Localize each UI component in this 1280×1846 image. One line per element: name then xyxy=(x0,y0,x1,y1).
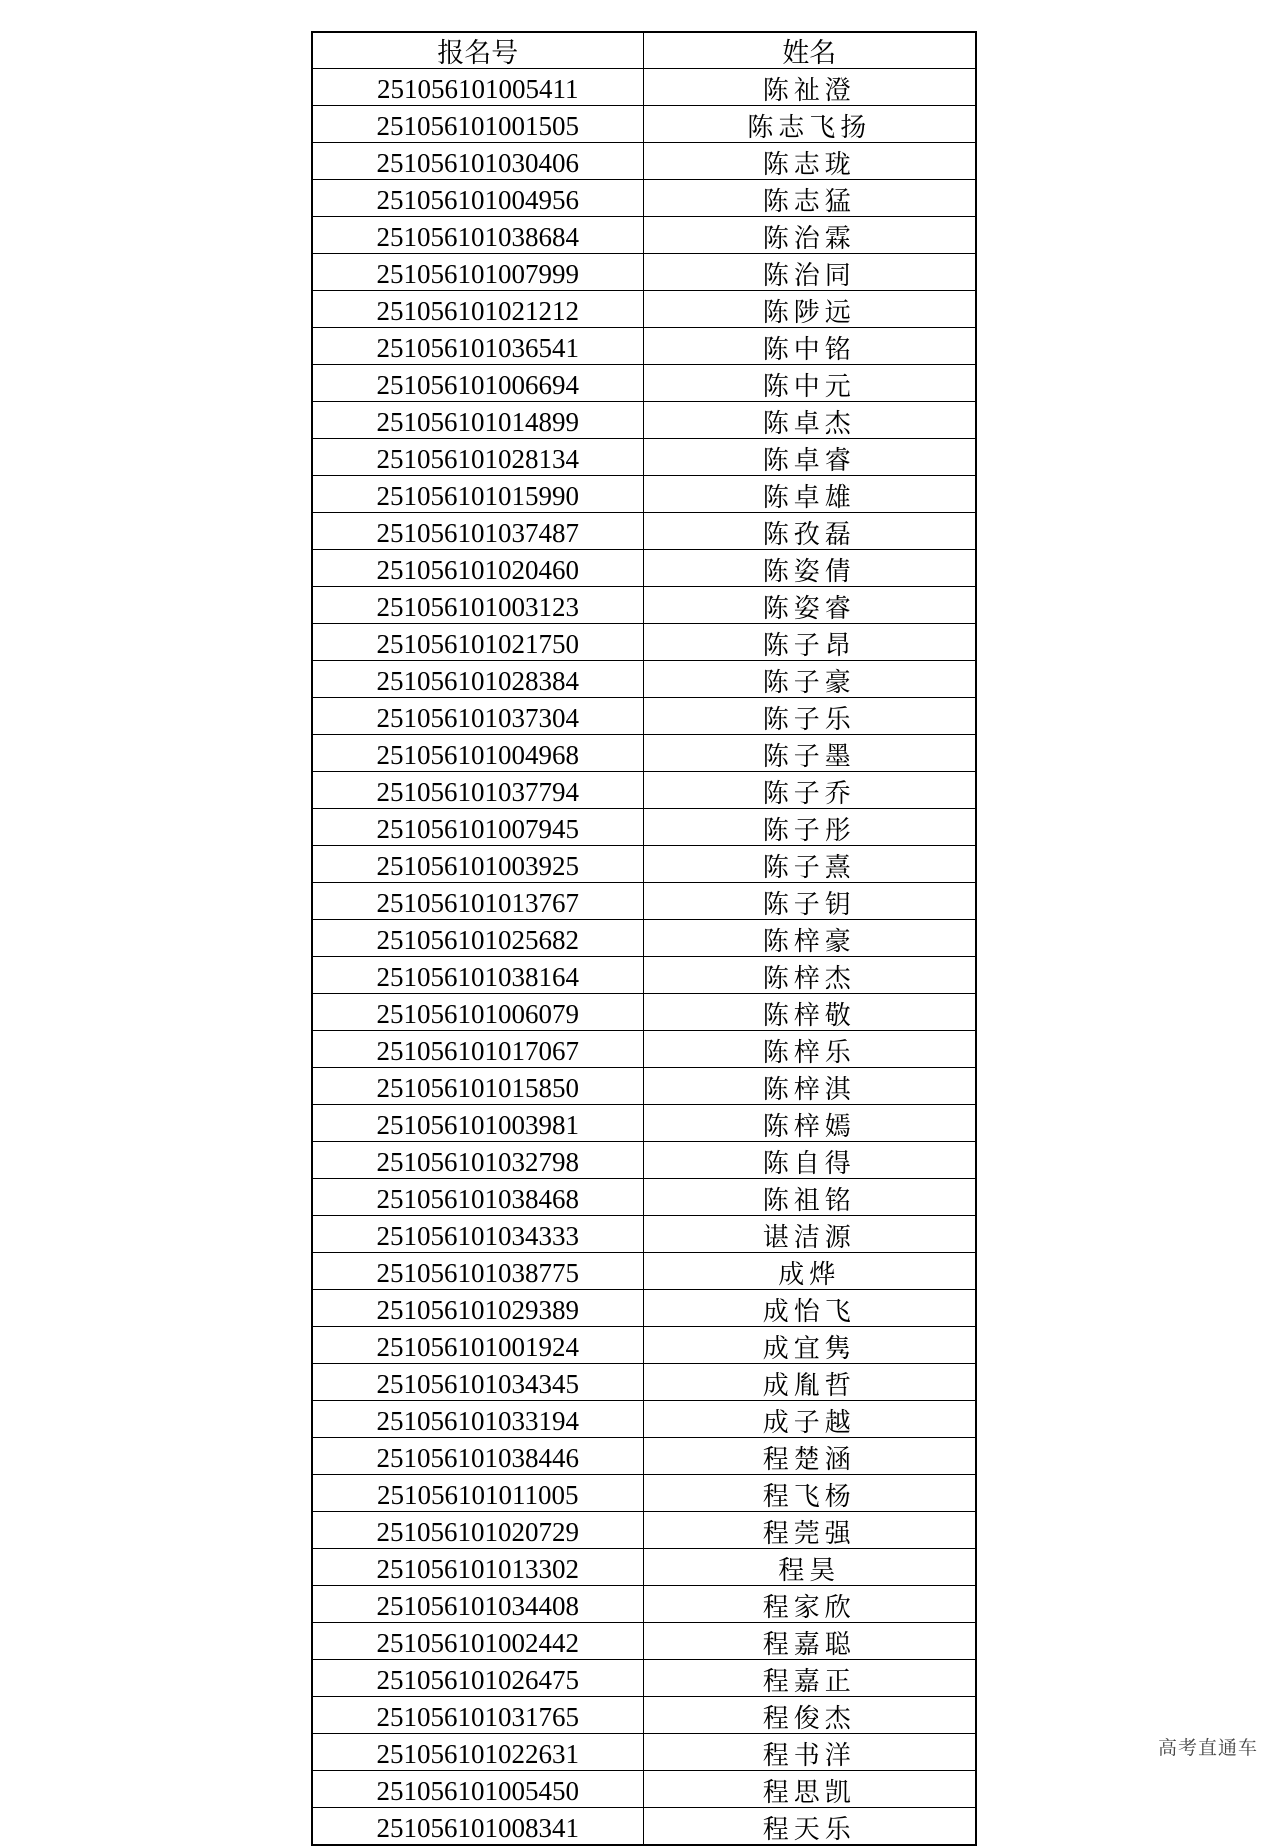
name-cell: 程思凯 xyxy=(643,1771,976,1808)
table-row xyxy=(312,365,976,402)
name-cell: 程嘉正 xyxy=(643,1660,976,1697)
registration-number-cell: 251056101002442 xyxy=(312,1623,643,1660)
table-row xyxy=(312,883,976,920)
table-row xyxy=(312,957,976,994)
table-row xyxy=(312,1512,976,1549)
name-cell: 程嘉聪 xyxy=(643,1623,976,1660)
registration-number-cell: 251056101021212 xyxy=(312,291,643,328)
registration-number-cell: 251056101006694 xyxy=(312,365,643,402)
registration-number-cell: 251056101017067 xyxy=(312,1031,643,1068)
registration-number-cell: 251056101007999 xyxy=(312,254,643,291)
name-cell: 陈姿睿 xyxy=(643,587,976,624)
table-row xyxy=(312,1808,976,1846)
name-cell: 陈梓嫣 xyxy=(643,1105,976,1142)
name-cell: 陈卓杰 xyxy=(643,402,976,439)
table-row xyxy=(312,1142,976,1179)
registration-number-cell: 251056101001924 xyxy=(312,1327,643,1364)
registration-number-cell: 251056101005411 xyxy=(312,69,643,106)
name-cell: 陈志飞扬 xyxy=(643,106,976,143)
name-cell: 谌洁源 xyxy=(643,1216,976,1253)
table-row xyxy=(312,587,976,624)
registration-number-cell: 251056101029389 xyxy=(312,1290,643,1327)
table-row xyxy=(312,994,976,1031)
registration-number-cell: 251056101038684 xyxy=(312,217,643,254)
registration-number-cell: 251056101003123 xyxy=(312,587,643,624)
table-row xyxy=(312,1475,976,1512)
name-cell: 陈子钥 xyxy=(643,883,976,920)
registration-number-cell: 251056101011005 xyxy=(312,1475,643,1512)
registration-number-cell: 251056101038775 xyxy=(312,1253,643,1290)
name-cell: 成宜隽 xyxy=(643,1327,976,1364)
table-row xyxy=(312,439,976,476)
name-cell: 陈祉澄 xyxy=(643,69,976,106)
name-cell: 陈志珑 xyxy=(643,143,976,180)
name-cell: 陈姿倩 xyxy=(643,550,976,587)
table-row xyxy=(312,1586,976,1623)
table-row xyxy=(312,69,976,106)
table-row xyxy=(312,1290,976,1327)
table-row xyxy=(312,735,976,772)
table-row xyxy=(312,180,976,217)
registration-number-cell: 251056101001505 xyxy=(312,106,643,143)
table-row xyxy=(312,1734,976,1771)
name-cell: 陈祖铭 xyxy=(643,1179,976,1216)
name-cell: 程莞强 xyxy=(643,1512,976,1549)
name-cell: 陈梓乐 xyxy=(643,1031,976,1068)
registration-number-cell: 251056101015990 xyxy=(312,476,643,513)
name-cell: 陈子彤 xyxy=(643,809,976,846)
table-row xyxy=(312,920,976,957)
table-row xyxy=(312,698,976,735)
registration-number-cell: 251056101026475 xyxy=(312,1660,643,1697)
table-row xyxy=(312,1179,976,1216)
table-row xyxy=(312,254,976,291)
registration-number-cell: 251056101028384 xyxy=(312,661,643,698)
name-cell: 程书洋 xyxy=(643,1734,976,1771)
registration-number-cell: 251056101037304 xyxy=(312,698,643,735)
table-row xyxy=(312,1549,976,1586)
registration-number-cell: 251056101032798 xyxy=(312,1142,643,1179)
name-cell: 程家欣 xyxy=(643,1586,976,1623)
registration-number-cell: 251056101038468 xyxy=(312,1179,643,1216)
table-row xyxy=(312,328,976,365)
table-row xyxy=(312,624,976,661)
table-row xyxy=(312,772,976,809)
name-cell: 程飞杨 xyxy=(643,1475,976,1512)
registration-number-cell: 251056101020729 xyxy=(312,1512,643,1549)
table-row xyxy=(312,661,976,698)
registration-number-cell: 251056101037794 xyxy=(312,772,643,809)
table-row xyxy=(312,1068,976,1105)
name-cell: 陈陟远 xyxy=(643,291,976,328)
name-cell: 陈子豪 xyxy=(643,661,976,698)
name-cell: 陈子昂 xyxy=(643,624,976,661)
name-cell: 陈卓雄 xyxy=(643,476,976,513)
registration-number-cell: 251056101021750 xyxy=(312,624,643,661)
name-cell: 陈子墨 xyxy=(643,735,976,772)
name-cell: 陈自得 xyxy=(643,1142,976,1179)
registration-number-cell: 251056101028134 xyxy=(312,439,643,476)
registration-number-cell: 251056101003925 xyxy=(312,846,643,883)
table-row xyxy=(312,402,976,439)
table-row xyxy=(312,106,976,143)
table-row xyxy=(312,1105,976,1142)
name-cell: 陈卓睿 xyxy=(643,439,976,476)
name-cell: 陈孜磊 xyxy=(643,513,976,550)
registration-number-cell: 251056101004956 xyxy=(312,180,643,217)
registration-number-cell: 251056101033194 xyxy=(312,1401,643,1438)
name-cell: 程天乐 xyxy=(643,1808,976,1846)
registration-number-cell: 251056101036541 xyxy=(312,328,643,365)
table-row xyxy=(312,1253,976,1290)
registration-number-cell: 251056101038164 xyxy=(312,957,643,994)
table-row xyxy=(312,1401,976,1438)
registration-number-cell: 251056101013302 xyxy=(312,1549,643,1586)
name-cell: 陈梓杰 xyxy=(643,957,976,994)
registration-number-cell: 251056101015850 xyxy=(312,1068,643,1105)
header-name: 姓名 xyxy=(643,32,976,69)
table-row xyxy=(312,217,976,254)
watermark: 高考直通车 xyxy=(1157,1737,1258,1759)
table-row xyxy=(312,1438,976,1475)
table-row xyxy=(312,1327,976,1364)
name-cell: 陈中元 xyxy=(643,365,976,402)
name-cell: 陈梓敬 xyxy=(643,994,976,1031)
name-cell: 陈梓豪 xyxy=(643,920,976,957)
name-cell: 成胤哲 xyxy=(643,1364,976,1401)
table-row xyxy=(312,1771,976,1808)
table-header-row xyxy=(312,32,976,69)
registration-number-cell: 251056101005450 xyxy=(312,1771,643,1808)
registration-number-cell: 251056101008341 xyxy=(312,1808,643,1846)
registration-number-cell: 251056101034345 xyxy=(312,1364,643,1401)
header-registration-number: 报名号 xyxy=(312,32,643,69)
name-cell: 成怡飞 xyxy=(643,1290,976,1327)
table-row xyxy=(312,846,976,883)
registration-number-cell: 251056101025682 xyxy=(312,920,643,957)
table-row xyxy=(312,550,976,587)
name-cell: 程俊杰 xyxy=(643,1697,976,1734)
table-body xyxy=(312,69,976,1846)
name-cell: 陈治同 xyxy=(643,254,976,291)
registration-number-cell: 251056101020460 xyxy=(312,550,643,587)
table-row xyxy=(312,1031,976,1068)
name-cell: 陈志猛 xyxy=(643,180,976,217)
name-cell: 程昊 xyxy=(643,1549,976,1586)
name-cell: 成烨 xyxy=(643,1253,976,1290)
table-row xyxy=(312,1216,976,1253)
table-row xyxy=(312,1623,976,1660)
registration-number-cell: 251056101022631 xyxy=(312,1734,643,1771)
registration-number-cell: 251056101006079 xyxy=(312,994,643,1031)
table-row xyxy=(312,476,976,513)
registration-number-cell: 251056101014899 xyxy=(312,402,643,439)
registration-number-cell: 251056101034333 xyxy=(312,1216,643,1253)
registration-number-cell: 251056101004968 xyxy=(312,735,643,772)
name-cell: 陈子乔 xyxy=(643,772,976,809)
name-cell: 程楚涵 xyxy=(643,1438,976,1475)
registration-number-cell: 251056101037487 xyxy=(312,513,643,550)
registration-number-cell: 251056101013767 xyxy=(312,883,643,920)
registration-number-cell: 251056101007945 xyxy=(312,809,643,846)
name-cell: 陈梓淇 xyxy=(643,1068,976,1105)
name-cell: 陈子熹 xyxy=(643,846,976,883)
table-row xyxy=(312,1697,976,1734)
table-row xyxy=(312,1660,976,1697)
name-cell: 陈治霖 xyxy=(643,217,976,254)
table-row xyxy=(312,1364,976,1401)
registration-table xyxy=(311,31,977,1846)
table-row xyxy=(312,291,976,328)
registration-number-cell: 251056101003981 xyxy=(312,1105,643,1142)
registration-number-cell: 251056101031765 xyxy=(312,1697,643,1734)
table-row xyxy=(312,809,976,846)
table-row xyxy=(312,143,976,180)
registration-number-cell: 251056101038446 xyxy=(312,1438,643,1475)
table-row xyxy=(312,513,976,550)
registration-number-cell: 251056101030406 xyxy=(312,143,643,180)
name-cell: 成子越 xyxy=(643,1401,976,1438)
name-cell: 陈子乐 xyxy=(643,698,976,735)
name-cell: 陈中铭 xyxy=(643,328,976,365)
registration-number-cell: 251056101034408 xyxy=(312,1586,643,1623)
